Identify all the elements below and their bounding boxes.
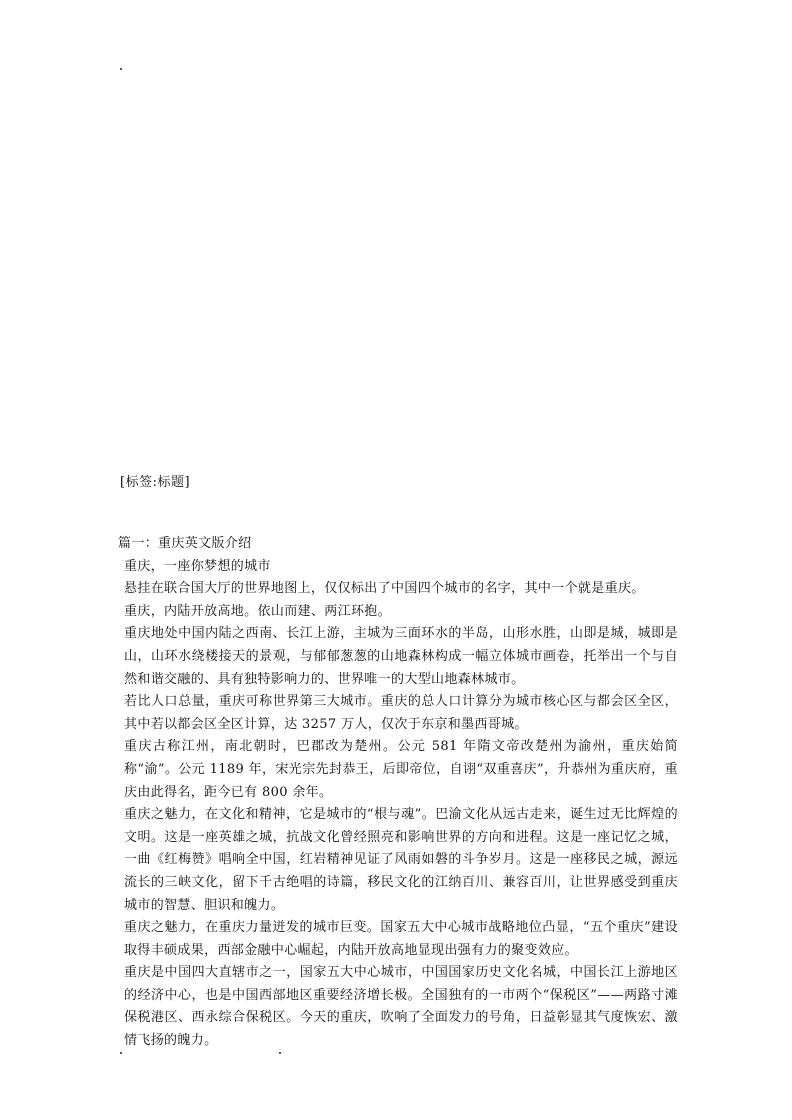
paragraph: 重庆地处中国内陆之西南、长江上游，主城为三面环水的半岛，山形水胜，山即是城，城即是山，山环水绕楼接天的景观，与郁郁葱葱的山地森林构成一幅立体城市画卷，托举出一个与自然和谐交融的、具有独特影响力的、世界唯一的大型山地森林城市。: [124, 626, 678, 687]
paragraph: 悬挂在联合国大厅的世界地图上，仅仅标出了中国四个城市的名字，其中一个就是重庆。: [124, 581, 645, 597]
paragraph: 重庆之魅力，在重庆力量迸发的城市巨变。国家五大中心城市战略地位凸显，“五个重庆”建设取得丰硕成果，西部金融中心崛起，内陆开放高地显现出强有力的聚变效应。: [124, 920, 678, 958]
page-marker-dot: [120, 68, 122, 70]
article-body: [118, 533, 678, 1053]
paragraph: 重庆之魅力，在文化和精神，它是城市的“根与魂”。巴渝文化从远古走来，诞生过无比辉煌的文明。这是一座英雄之城，抗战文化曾经照亮和影响世界的方向和进程。这是一座记忆之城，一曲《红梅赞》唱响全中国，红岩精神见证了风雨如磐的斗争岁月。这是一座移民之城，源远流长的三峡文化，留下千古绝唱的诗篇，移民文化的江纳百川、兼容百川，让世界感受到重庆城市的智慧、胆识和魄力。: [124, 807, 678, 913]
footer-marker-dot: [279, 1052, 281, 1054]
footer-marker-dot: [120, 1052, 122, 1054]
article-heading: 篇一：重庆英文版介绍: [118, 536, 252, 551]
article-subtitle: 重庆，一座你梦想的城市: [124, 558, 271, 574]
tag-label: [标签:标题]: [120, 475, 191, 490]
paragraph: 若比人口总量，重庆可称世界第三大城市。重庆的总人口计算分为城市核心区与都会区全区，其中若以都会区全区计算，达 3257 万人，仅次于东京和墨西哥城。: [124, 694, 678, 732]
paragraph: 重庆古称江州，南北朝时，巴郡改为楚州。公元 581 年隋文帝改楚州为渝州，重庆始简称“渝”。公元 1189 年，宋光宗先封恭王，后即帝位，自诩“双重喜庆”，升恭州为重庆府，重庆由此得名，距今已有 800 余年。: [124, 739, 678, 800]
paragraph: 重庆是中国四大直辖市之一，国家五大中心城市，中国国家历史文化名城，中国长江上游地区的经济中心，也是中国西部地区重要经济增长极。全国独有的一市两个“保税区”——两路寸滩保税港区、西永综合保税区。今天的重庆，吹响了全面发力的号角，日益彰显其气度恢宏、激情飞扬的魄力。: [124, 965, 678, 1049]
paragraph: 重庆，内陆开放高地。依山而建、两江环抱。: [124, 603, 392, 619]
